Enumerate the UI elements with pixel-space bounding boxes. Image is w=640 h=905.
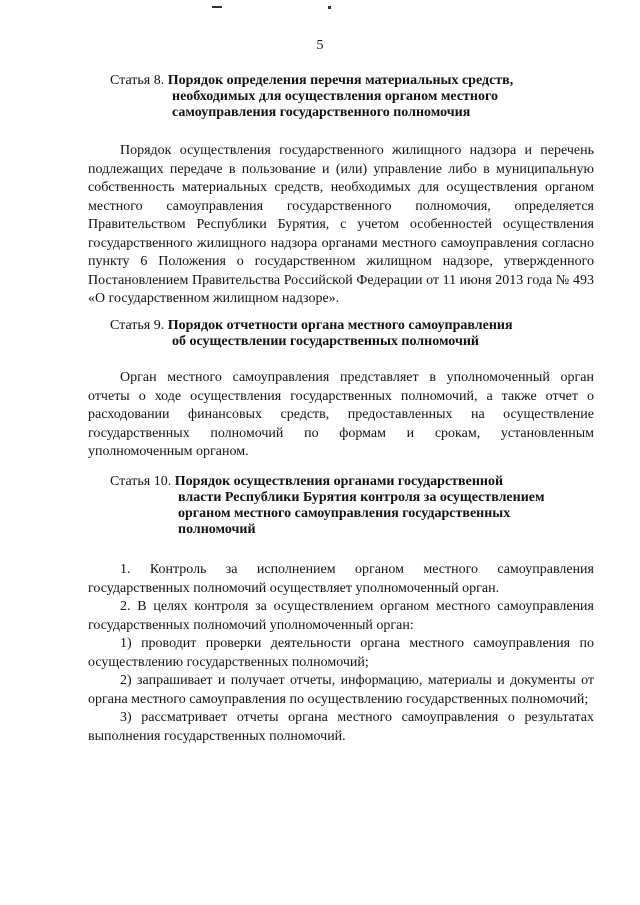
article-8-title-line: самоуправления государственного полномочия <box>172 105 471 120</box>
paragraph: 2) запрашивает и получает отчеты, информацию, материалы и документы от органа местного самоуправления по осуществлению государственных полномочий; <box>88 673 594 707</box>
article-9-body <box>88 369 594 462</box>
page-number: 5 <box>316 38 324 53</box>
paragraph: 1) проводит проверки деятельности органа местного самоуправления по осуществлению государственных полномочий; <box>88 636 594 670</box>
scan-mark <box>328 6 331 9</box>
scan-mark <box>212 6 222 8</box>
article-10-title-line: полномочий <box>178 522 256 537</box>
article-8-prefix: Статья 8. <box>110 73 168 88</box>
article-9-heading <box>110 318 590 350</box>
article-9-prefix: Статья 9. <box>110 318 168 333</box>
article-10-prefix: Статья 10. <box>110 474 175 489</box>
article-9-title-line: об осуществлении государственных полномочий <box>172 334 479 349</box>
article-10-heading <box>110 474 590 538</box>
article-10-body <box>88 561 594 746</box>
article-9-title-line: Порядок отчетности органа местного самоуправления <box>167 318 513 333</box>
article-8-heading <box>110 73 590 121</box>
article-10-title-line: Порядок осуществления органами государственной <box>174 474 504 489</box>
article-10-title-line: власти Республики Бурятия контроля за осуществлением <box>178 490 545 505</box>
article-8-title-line: необходимых для осуществления органом местного <box>172 89 498 104</box>
paragraph: 1. Контроль за исполнением органом местного самоуправления государственных полномочий осуществляет уполномоченный орган. <box>88 562 594 596</box>
article-10-title-line: органом местного самоуправления государственных <box>178 506 511 521</box>
paragraph: 3) рассматривает отчеты органа местного самоуправления о результатах выполнения государственных полномочий. <box>88 710 594 744</box>
article-8-body <box>88 142 594 309</box>
paragraph: 2. В целях контроля за осуществлением органом местного самоуправления государственных полномочий уполномоченный орган: <box>88 599 594 633</box>
paragraph: Орган местного самоуправления представляет в уполномоченный орган отчеты о ходе осуществления государственных полномочий, а также отчет о расходовании финансовых средств, предоставленных на осуществление государственных полномочий по формам и срокам, установленным уполномоченным органом. <box>88 370 594 459</box>
article-8-title-line: Порядок определения перечня материальных средств, <box>167 73 514 88</box>
paragraph: Порядок осуществления государственного жилищного надзора и перечень подлежащих передаче в пользование и (или) управление либо в муниципальную собственность материальных средств, необходимых для осуществления органом местного самоуправления государственного полномочия, определяется Правительством Республики Бурятия, с учетом особенностей осуществления государственного жилищного надзора органами местного самоуправления согласно пункту 6 Положения о государственном жилищном надзоре, утвержденного Постановлением Правительства Российской Федерации от 11 июня 2013 года № 493 «О государственном жилищном надзоре». <box>88 143 594 306</box>
